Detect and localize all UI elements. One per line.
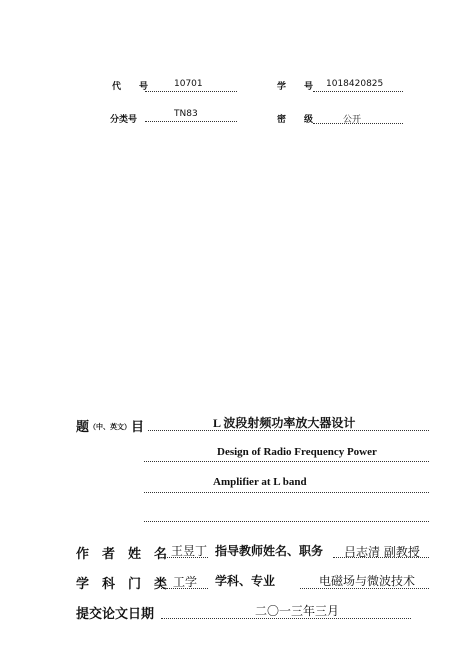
title-en-line1: Design of Radio Frequency Power — [217, 446, 377, 458]
discipline-value: 工学 — [173, 575, 198, 589]
title-label-note: （中、英文） — [89, 423, 132, 431]
code-value: 10701 — [174, 79, 203, 89]
author-underline — [161, 557, 208, 558]
advisor-value: 吕志清 副教授 — [344, 545, 420, 559]
discipline-underline — [161, 588, 208, 589]
class-no-label: 分类号 — [110, 115, 138, 125]
secrecy-label: 密 级 — [277, 115, 314, 125]
blank-title-underline — [144, 521, 429, 522]
title-en-line2: Amplifier at L band — [213, 476, 307, 488]
title-label-prefix: 题 — [76, 420, 90, 435]
student-no-label: 学 号 — [277, 82, 314, 92]
title-cn: L 波段射频功率放大器设计 — [213, 416, 356, 430]
title-label-suffix: 目 — [131, 420, 145, 435]
code-label: 代 号 — [112, 82, 149, 92]
submit-date-value: 二〇一三年三月 — [255, 604, 340, 618]
submit-date-label: 提交论文日期 — [76, 607, 155, 622]
discipline-label: 学 科 门 类 — [76, 577, 168, 592]
major-value: 电磁场与微波技术 — [319, 574, 416, 588]
submit-date-underline — [161, 618, 411, 619]
title-label — [76, 416, 144, 435]
student-no-value: 1018420825 — [326, 79, 384, 89]
advisor-underline — [333, 557, 429, 558]
secrecy-underline — [313, 123, 403, 124]
title-en-line1-underline — [144, 461, 429, 462]
author-label: 作 者 姓 名 — [76, 547, 168, 562]
student-no-underline — [313, 91, 403, 92]
code-underline — [145, 91, 237, 92]
author-value: 王昱丁 — [171, 544, 208, 558]
class-no-underline — [145, 121, 237, 122]
title-en-line2-underline — [144, 492, 429, 493]
advisor-label: 指导教师姓名、职务 — [215, 544, 324, 558]
secrecy-value: 公开 — [343, 115, 362, 125]
class-no-value: TN83 — [174, 109, 198, 119]
major-underline — [300, 588, 429, 589]
title-cn-underline — [148, 430, 429, 431]
major-label: 学科、专业 — [215, 574, 276, 588]
